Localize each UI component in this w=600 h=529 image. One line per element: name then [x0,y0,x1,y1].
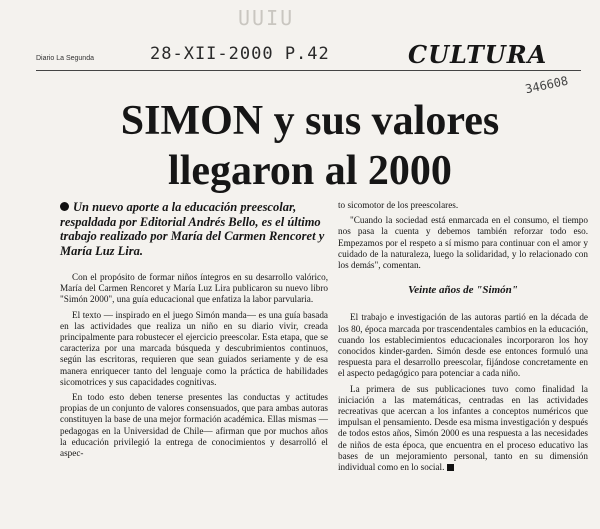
body-text: La primera de sus publicaciones tuvo como finalidad la iniciación a las matemáticas, centradas en las actividades recreativas que acercan a los infantes a conceptos numéricos que impulsan el pensamiento. Desde esa misma investigación y después de todos estos años, Simón 2000 es una respuesta a las necesidades de niños de esta época, que encuentra en el proceso educativo las bases de un mejoramiento personal, tanto en su dimensión individual como en lo social. [338,383,588,473]
body-paragraph: El trabajo e investigación de las autoras partió en la década de los 80, época marcada por trascendentales cambios en la educación, cuando los establecimientos educacionales incorporaron los hoy conocidos kinder-garden. Simón desde ese entonces formuló una respuesta para el desarrollo preescolar, fijándose concretamente en el aspecto pedagógico para potenciar a cada niño. [338,312,588,379]
lead-paragraph [60,200,328,258]
body-paragraph: "Cuando la sociedad está enmarcada en el consumo, el tiempo nos pasa la cuenta y debemos también reforzar todo eso. Empezamos por el respeto a sí mismo para continuar con el amor y cuidado de la naturaleza, luego la solidaridad, y lo relacionado con los demás", comentan. [338,215,588,271]
body-paragraph: En todo esto deben tenerse presentes las conductas y actitudes propias de un conjunto de valores consensuados, que para ambas autoras constituyen la base de una mejor formación académica. Ellas mismas — pedagogas en la Universidad de Chile— afirman que por muchos años la educación privilegió la entrega de conocimientos y desarrolló el aspec- [60,392,328,459]
subheading: Veinte años de "Simón" [408,284,518,297]
headline-line-2: llegaron al 2000 [168,148,452,194]
bullet-icon [60,202,69,211]
newspaper-source: Diario La Segunda [36,55,94,62]
left-column [60,200,328,463]
section-title: CULTURA [408,40,548,69]
header-rule [36,70,581,71]
body-paragraph [338,384,588,474]
body-paragraph: to sicomotor de los preescolares. [338,200,459,210]
reference-number: 346608 [524,73,570,97]
body-paragraph: Con el propósito de formar niños íntegros en su desarrollo valórico, María del Carmen Rencoret y María Luz Lira publicaron su nuevo libro "Simón 2000", una guía educacional que enfatiza la labor parvularia. [60,272,328,305]
body-paragraph: El texto — inspirado en el juego Simón manda— es una guía basada en las actividades que realiza un niño en su diario vivir, creada principalmente para robustecer el ejercicio preescolar. Esta etapa, que se caracteriza por una marcada búsqueda y descubrimientos continuos, según las escritoras, requieren que sean guiados seriamente y de esa manera enriquecer tanto del lenguaje como la práctica de habilidades sicomotrices y sus capacidades cognitivas. [60,309,328,387]
handwritten-date: 28-XII-2000 P.42 [150,44,330,64]
end-mark-icon [447,464,454,471]
right-column [338,200,588,477]
headline-line-1: SIMON y sus valores [120,98,500,144]
lead-text: Un nuevo aporte a la educación preescolar, respaldada por Editorial Andrés Bello, es el último trabajo realizado por María del Carmen Rencoret y María Luz Lira. [60,200,325,258]
archive-stamp: UUIU [238,6,295,30]
